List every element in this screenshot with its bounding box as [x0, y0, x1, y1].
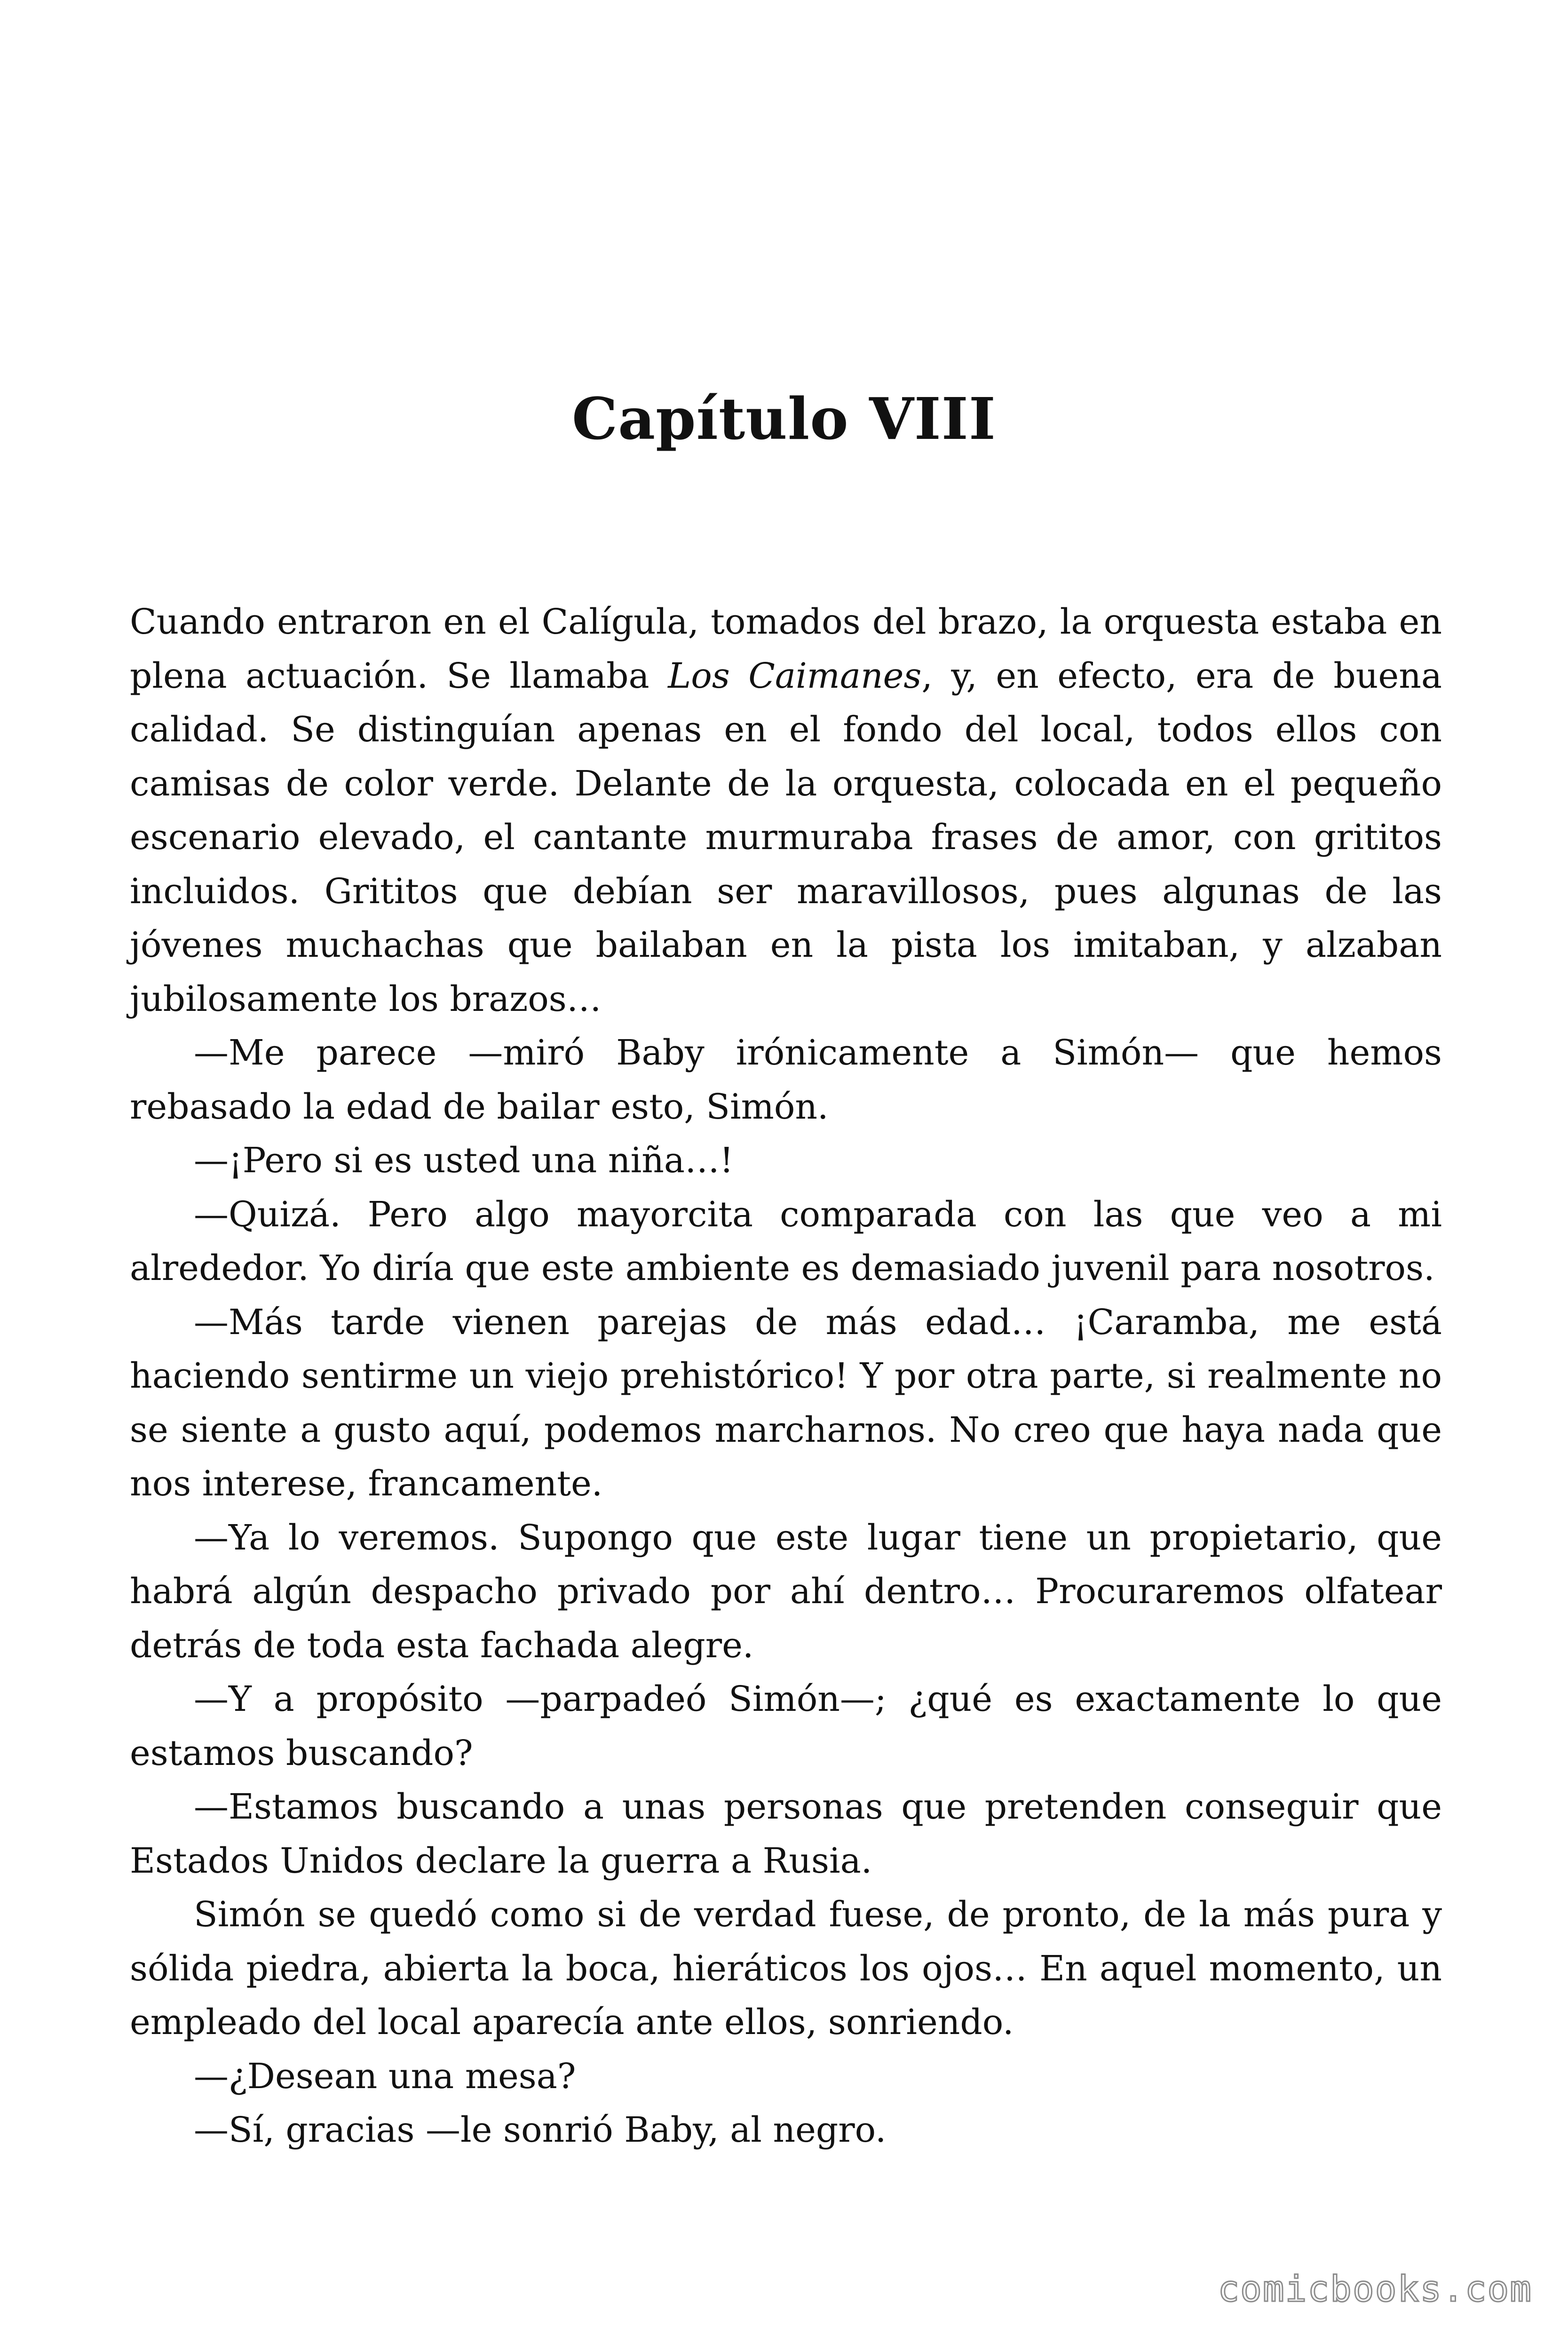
- paragraph-8: —Estamos buscando a unas personas que pretenden conseguir que Estados Unidos declare la guerra a Rusia.: [130, 1787, 1442, 1881]
- paragraph-1: [130, 595, 1442, 1026]
- paragraph-11: —Sí, gracias —le sonrió Baby, al negro.: [194, 2110, 887, 2150]
- paragraph-9: Simón se quedó como si de verdad fuese, de pronto, de la más pura y sólida piedra, abierta la boca, hieráticos los ojos… En aquel momento, un empleado del local aparecía ante ellos, sonriendo.: [130, 1894, 1442, 2042]
- band-name: Los Caimanes: [668, 655, 922, 696]
- paragraph-1-text-end: , y, en efecto, era de buena calidad. Se distinguían apenas en el fondo del local, todos ellos con camisas de color verde. Delante de la orquesta, colocada en el pequeño escenario elevado, el cantante murmuraba frases de amor, con grititos incluidos. Grititos que debían ser maravillosos, pues algunas de las jóvenes muchachas que bailaban en la pista los imitaban, y alzaban jubilosamente los brazos…: [130, 655, 1442, 1019]
- chapter-title: Capítulo VIII: [572, 385, 996, 453]
- paragraph-7: —Y a propósito —parpadeó Simón—; ¿qué es exactamente lo que estamos buscando?: [130, 1679, 1442, 1773]
- paragraph-3: —¡Pero si es usted una niña…!: [194, 1140, 734, 1181]
- paragraph-4: —Quizá. Pero algo mayorcita comparada con las que veo a mi alrededor. Yo diría que este ambiente es demasiado juvenil para nosotros.: [130, 1194, 1442, 1288]
- paragraph-6: —Ya lo veremos. Supongo que este lugar tiene un propietario, que habrá algún despacho privado por ahí dentro… Procuraremos olfatear detrás de toda esta fachada alegre.: [130, 1517, 1442, 1666]
- paragraph-2: —Me parece —miró Baby irónicamente a Simón— que hemos rebasado la edad de bailar esto, Simón.: [130, 1033, 1442, 1127]
- paragraph-10: —¿Desean una mesa?: [194, 2056, 576, 2097]
- chapter-body: [130, 595, 1442, 2157]
- watermark: comicbooks.com: [1218, 2268, 1532, 2310]
- paragraph-1-text-start: Cuando entraron en el Calígula, tomados del brazo, la orquesta estaba en plena actuación. Se llamaba: [130, 602, 1442, 696]
- paragraph-5: —Más tarde vienen parejas de más edad… ¡Caramba, me está haciendo sentirme un viejo prehistórico! Y por otra parte, si realmente no se siente a gusto aquí, podemos marcharnos. No creo que haya nada que nos interese, francamente.: [130, 1302, 1442, 1504]
